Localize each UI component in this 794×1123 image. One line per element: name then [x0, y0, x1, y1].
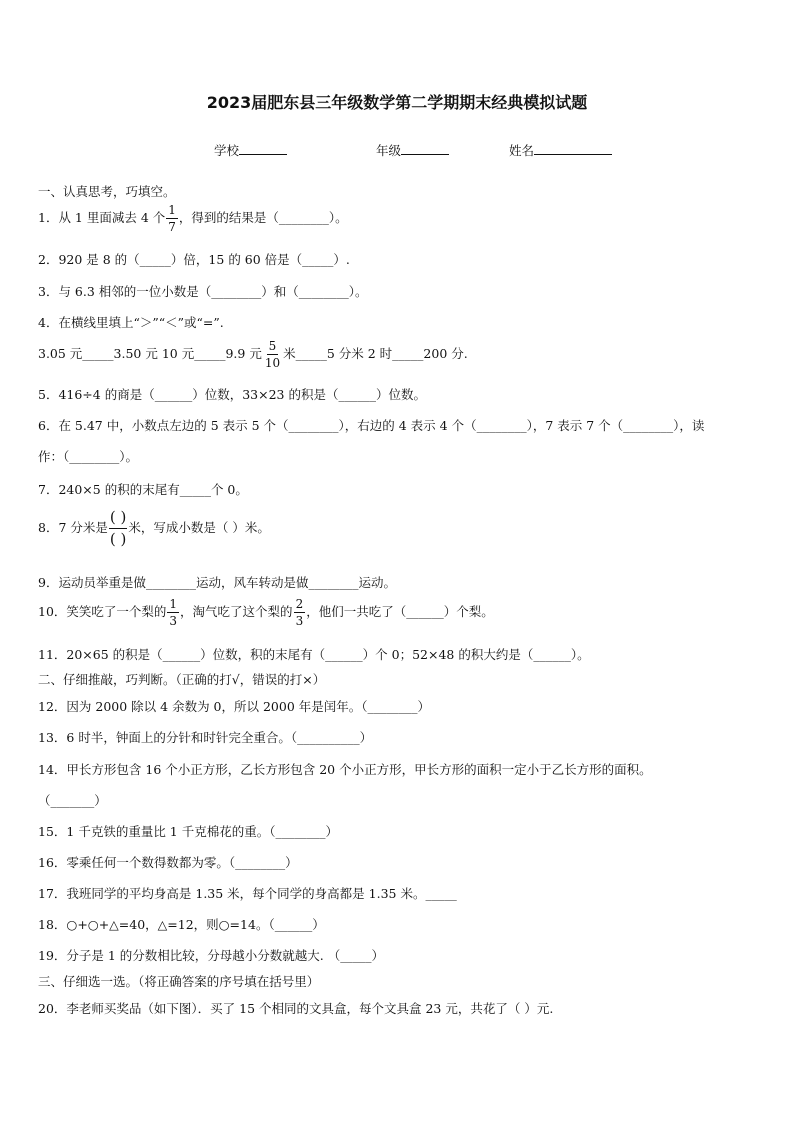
blank-fraction[interactable]: ( ) ( ): [109, 508, 127, 548]
question-12: 12．因为 2000 除以 4 余数为 0，所以 2000 年是闰年。（________）: [38, 699, 430, 714]
name-label: 姓名: [509, 143, 535, 158]
question-16: 16．零乘任何一个数得数都为零。（________）: [38, 855, 298, 870]
question-1: 1．从 1 里面减去 4 个 $\frac{1}{7}$ ，得到的结果是（________）。: [38, 203, 348, 234]
question-3: 3．与 6.3 相邻的一位小数是（________）和（________）。: [38, 284, 368, 299]
question-11: 11．20×65 的积是（______）位数，积的末尾有（______）个 0；52×48 的积大约是（______）。: [38, 647, 590, 662]
section-1-heading: 一、认真思考，巧填空。: [38, 184, 176, 199]
question-18: 18．○+○+△=40，△=12，则○=14。（______）: [38, 917, 325, 932]
grade-label: 年级: [376, 143, 402, 158]
fraction: $\frac{1}{3}$: [169, 597, 178, 628]
fraction: $\frac{1}{7}$: [168, 203, 176, 234]
question-10: 10．笑笑吃了一个梨的 $\frac{1}{3}$ ，淘气吃了这个梨的 $\frac{2}{3}$ ，他们一共吃了（______）个梨。: [38, 597, 494, 628]
fraction: $\frac{5}{10}$: [264, 339, 281, 370]
name-blank[interactable]: [534, 140, 612, 155]
section-3-heading: 三、仔细选一选。（将正确答案的序号填在括号里）: [38, 974, 320, 989]
question-2: 2．920 是 8 的（_____）倍，15 的 60 倍是（_____）.: [38, 252, 350, 267]
question-15: 15．1 千克铁的重量比 1 千克棉花的重。（________）: [38, 824, 338, 839]
name-field: [509, 140, 612, 159]
grade-blank[interactable]: [401, 140, 449, 155]
grade-field: [376, 140, 449, 159]
question-6-cont: 作：（________）。: [38, 449, 139, 464]
question-14-cont: （_______）: [38, 793, 107, 808]
question-20: 20．李老师买奖品（如下图）．买了 15 个相同的文具盒，每个文具盒 23 元，共花了（ ）元.: [38, 1001, 554, 1016]
question-5: 5．416÷4 的商是（______）位数，33×23 的积是（______）位数。: [38, 387, 426, 402]
question-6: 6．在 5.47 中，小数点左边的 5 表示 5 个（________），右边的 4 表示 4 个（________），7 表示 7 个（________），读: [38, 418, 705, 433]
question-7: 7．240×5 的积的末尾有_____个 0。: [38, 482, 248, 497]
question-4: 4．在横线里填上“＞”“＜”或“=”.: [38, 315, 224, 330]
section-2-heading: 二、仔细推敲，巧判断。（正确的打√，错误的打×）: [38, 672, 326, 687]
question-19: 19．分子是 1 的分数相比较，分母越小分数就越大. （_____）: [38, 948, 385, 963]
fraction: $\frac{2}{3}$: [295, 597, 304, 628]
question-8: 8．7 分米是 ( ) ( ) 米，写成小数是（ ）米。: [38, 508, 270, 548]
question-4-items: 3.05 元_____3.50 元 10 元_____9.9 元 $\frac{5}{10}$ 米_____5 分米 2 时_____200 分.: [38, 339, 468, 370]
question-13: 13．6 时半，钟面上的分针和时针完全重合。（__________）: [38, 730, 373, 745]
school-field: [214, 140, 287, 159]
school-label: 学校: [214, 143, 240, 158]
question-17: 17．我班同学的平均身高是 1.35 米，每个同学的身高都是 1.35 米。_____: [38, 886, 457, 901]
question-9: 9．运动员举重是做________运动，风车转动是做________运动。: [38, 575, 396, 590]
question-14: 14．甲长方形包含 16 个小正方形，乙长方形包含 20 个小正方形，甲长方形的面积一定小于乙长方形的面积。: [38, 762, 652, 777]
page-title: 2023届肥东县三年级数学第二学期期末经典模拟试题: [206, 93, 588, 112]
school-blank[interactable]: [239, 140, 287, 155]
